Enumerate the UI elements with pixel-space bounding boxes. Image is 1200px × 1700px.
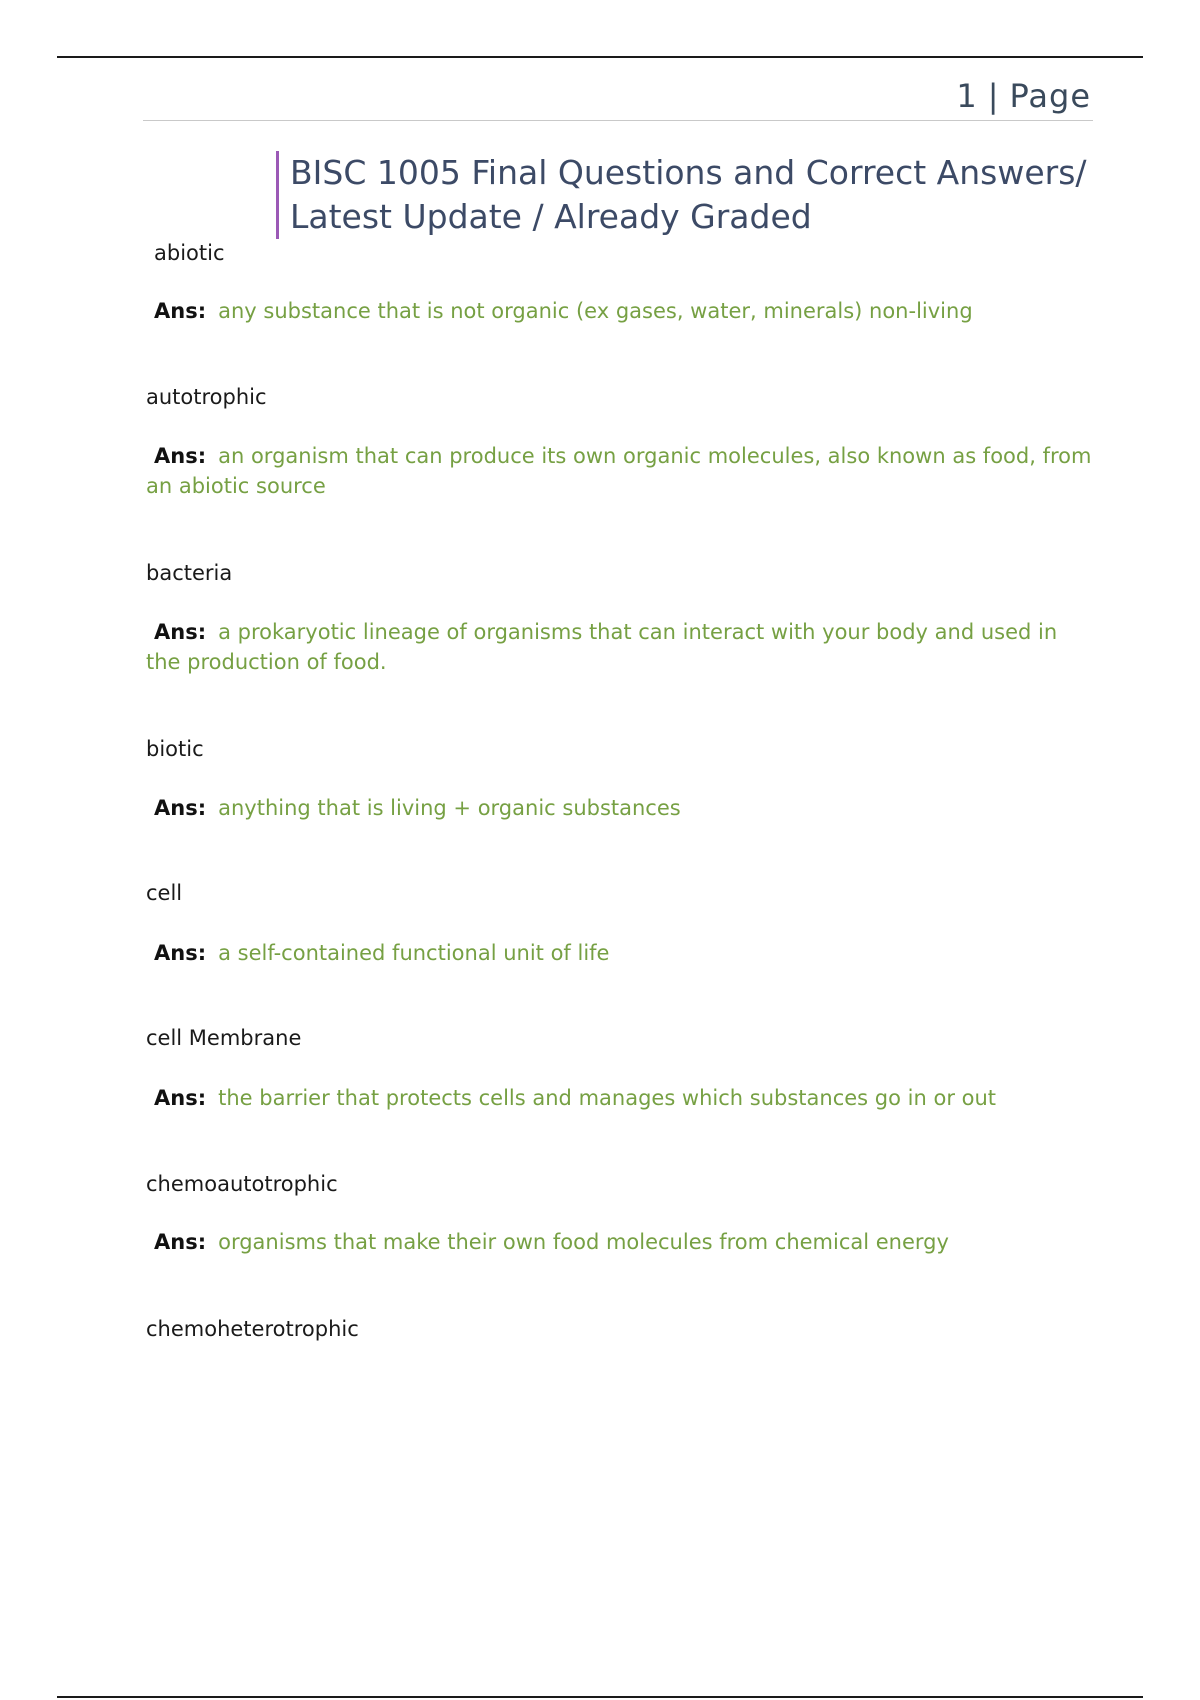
term-biotic: biotic [146,737,204,761]
page-number: 1 [956,77,978,115]
term-chemoheterotrophic: chemoheterotrophic [146,1317,359,1341]
term-abiotic: abiotic [154,241,225,265]
answer-abiotic [146,296,1096,326]
answer-text: an organism that can produce its own organic molecules, also known as food, from an abiotic source [146,444,1092,498]
title-line-2: Latest Update / Already Graded [290,197,812,236]
answer-text: a prokaryotic lineage of organisms that can interact with your body and used in the production of food. [146,620,1058,674]
answer-cell-membrane [146,1083,1096,1113]
page-word: Page [1009,77,1091,115]
ans-label: Ans: [154,1230,207,1254]
page-header [143,72,1093,121]
page-number-label [956,72,1093,120]
page-separator: | [987,77,1000,115]
term-cell: cell [146,881,183,905]
answer-biotic [146,793,1096,823]
ans-label: Ans: [154,941,207,965]
ans-label: Ans: [154,444,207,468]
top-rule [57,56,1143,58]
term-cell-membrane: cell Membrane [146,1026,302,1050]
ans-label: Ans: [154,299,207,323]
answer-bacteria [146,617,1096,677]
answer-text: any substance that is not organic (ex gases, water, minerals) non-living [218,299,973,323]
answer-text: organisms that make their own food molecules from chemical energy [218,1230,949,1254]
bottom-rule [57,1696,1143,1698]
answer-autotrophic [146,441,1096,501]
term-bacteria: bacteria [146,561,233,585]
title-line-1: BISC 1005 Final Questions and Correct Answers/ [290,153,1087,192]
term-chemoautotrophic: chemoautotrophic [146,1172,338,1196]
answer-chemoautotrophic [146,1227,1096,1257]
term-autotrophic: autotrophic [146,385,267,409]
answer-text: the barrier that protects cells and manages which substances go in or out [218,1086,997,1110]
ans-label: Ans: [154,1086,207,1110]
ans-label: Ans: [154,620,207,644]
answer-cell [146,938,1096,968]
ans-label: Ans: [154,796,207,820]
answer-text: anything that is living + organic substances [218,796,681,820]
document-title [276,151,1120,239]
answer-text: a self-contained functional unit of life [218,941,610,965]
